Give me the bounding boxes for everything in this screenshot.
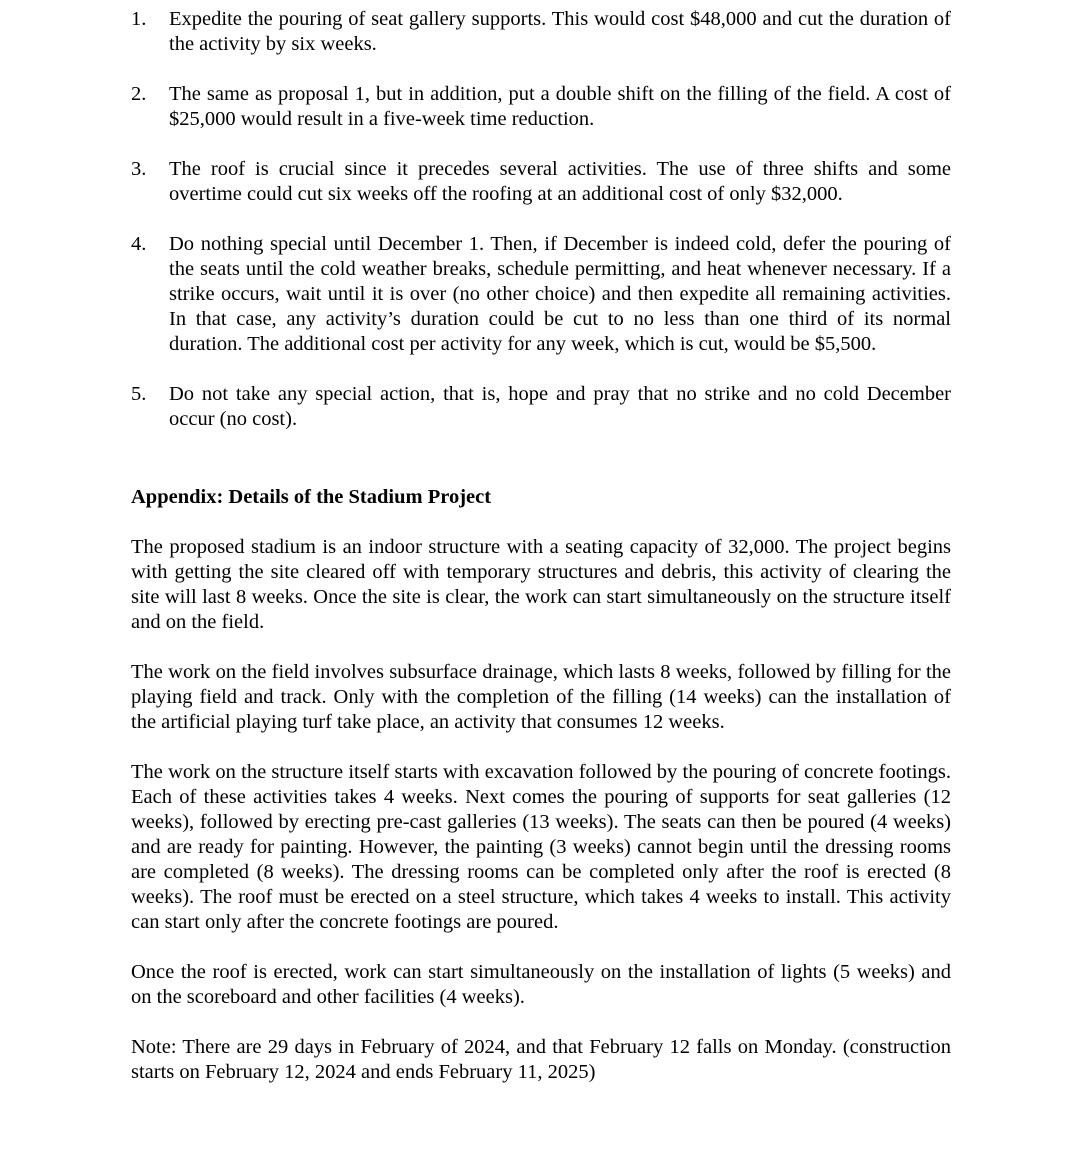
proposal-text: Do not take any special action, that is, hope and pray that no strike and no cold December occur (no cost). bbox=[169, 383, 951, 430]
proposal-text: Expedite the pouring of seat gallery supports. This would cost $48,000 and cut the duration of the activity by six weeks. bbox=[169, 8, 951, 55]
proposal-text: The same as proposal 1, but in addition, put a double shift on the filling of the field. A cost of $25,000 would result in a five-week time reduction. bbox=[169, 83, 951, 130]
proposal-number: 1. bbox=[131, 8, 147, 30]
proposal-item-5 bbox=[131, 382, 951, 432]
proposal-item-3 bbox=[131, 157, 951, 207]
proposal-text: Do nothing special until December 1. Then, if December is indeed cold, defer the pouring of the seats until the cold weather breaks, schedule permitting, and heat whenever necessary. If a strike occurs, wait until it is over (no other choice) and then expedite all remaining activities. In that case, any activity’s duration could be cut to no less than one third of its normal duration. The additional cost per activity for any week, which is cut, would be $5,500. bbox=[169, 233, 951, 355]
appendix-paragraph-field-work: The work on the field involves subsurface drainage, which lasts 8 weeks, followed by filling for the playing field and track. Only with the completion of the filling (14 weeks) can the installation of the artificial playing turf take place, an activity that consumes 12 weeks. bbox=[131, 661, 951, 733]
proposal-item-1 bbox=[131, 7, 951, 57]
proposal-number: 3. bbox=[131, 158, 147, 180]
proposal-item-2 bbox=[131, 82, 951, 132]
appendix-paragraph-lights-scoreboard: Once the roof is erected, work can start simultaneously on the installation of lights (5 weeks) and on the scoreboard and other facilities (4 weeks). bbox=[131, 961, 951, 1008]
proposal-text: The roof is crucial since it precedes several activities. The use of three shifts and some overtime could cut six weeks off the roofing at an additional cost of only $32,000. bbox=[169, 158, 951, 205]
proposal-number: 4. bbox=[131, 233, 147, 255]
document-page bbox=[131, 7, 951, 1110]
appendix-paragraph-note: Note: There are 29 days in February of 2024, and that February 12 falls on Monday. (construction starts on February 12, 2024 and ends February 11, 2025) bbox=[131, 1036, 951, 1083]
proposal-number: 2. bbox=[131, 83, 147, 105]
appendix-paragraph-overview: The proposed stadium is an indoor structure with a seating capacity of 32,000. The project begins with getting the site cleared off with temporary structures and debris, this activity of clearing the site will last 8 weeks. Once the site is clear, the work can start simultaneously on the structure itself and on the field. bbox=[131, 536, 951, 633]
proposal-item-4 bbox=[131, 232, 951, 357]
proposal-number: 5. bbox=[131, 383, 147, 405]
appendix-paragraph-structure-work: The work on the structure itself starts with excavation followed by the pouring of concrete footings. Each of these activities takes 4 weeks. Next comes the pouring of supports for seat galleries (12 weeks), followed by erecting pre-cast galleries (13 weeks). The seats can then be poured (4 weeks) and are ready for painting. However, the painting (3 weeks) cannot begin until the dressing rooms are completed (8 weeks). The dressing rooms can be completed only after the roof is erected (8 weeks). The roof must be erected on a steel structure, which takes 4 weeks to install. This activity can start only after the concrete footings are poured. bbox=[131, 761, 951, 933]
appendix-heading: Appendix: Details of the Stadium Project bbox=[131, 486, 492, 508]
